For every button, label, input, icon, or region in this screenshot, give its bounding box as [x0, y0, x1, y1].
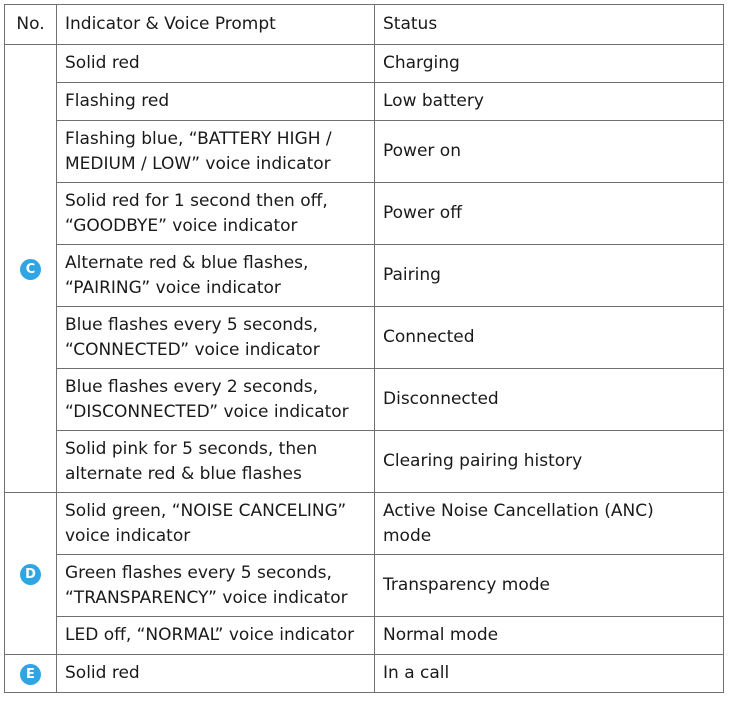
status-cell [375, 555, 724, 617]
indicator-line: Green flashes every 5 seconds, [65, 562, 332, 583]
status-cell [375, 493, 724, 555]
indicator-table [4, 4, 724, 693]
indicator-cell [57, 655, 375, 693]
status-cell [375, 617, 724, 655]
indicator-line: “CONNECTED” voice indicator [65, 339, 320, 360]
indicator-line: Solid green, “NOISE CANCELING” [65, 500, 347, 521]
table-body [5, 5, 724, 693]
table-row [5, 183, 724, 245]
status-cell [375, 121, 724, 183]
status-line: Charging [383, 53, 460, 73]
status-line: Clearing pairing history [383, 451, 583, 471]
indicator-line: “GOODBYE” voice indicator [65, 215, 298, 236]
table-row [5, 555, 724, 617]
indicator-cell [57, 245, 375, 307]
header-no: No. [5, 5, 57, 45]
table-row [5, 617, 724, 655]
status-cell [375, 45, 724, 83]
header-row [5, 5, 724, 45]
status-line: Power off [383, 203, 462, 223]
status-cell [375, 431, 724, 493]
table-row [5, 307, 724, 369]
section-badge-d: D [20, 564, 41, 585]
status-cell [375, 655, 724, 693]
status-cell [375, 245, 724, 307]
status-cell [375, 307, 724, 369]
indicator-line: alternate red & blue flashes [65, 463, 302, 484]
section-badge-e: E [20, 664, 41, 685]
status-line: Active Noise Cancellation (ANC) [383, 500, 654, 521]
status-cell [375, 183, 724, 245]
status-line: Power on [383, 141, 461, 161]
table-row [5, 45, 724, 83]
indicator-line: “TRANSPARENCY” voice indicator [65, 587, 348, 608]
status-line: Low battery [383, 91, 484, 111]
indicator-cell [57, 493, 375, 555]
indicator-line: “PAIRING” voice indicator [65, 277, 281, 298]
table-row [5, 121, 724, 183]
status-line: Normal mode [383, 625, 499, 645]
indicator-line: Solid red [65, 663, 140, 683]
header-indicator: Indicator & Voice Prompt [57, 5, 375, 45]
indicator-cell [57, 121, 375, 183]
status-line: In a call [383, 663, 450, 683]
group-number-cell [5, 493, 57, 655]
section-badge-c: C [20, 259, 41, 280]
indicator-line: Blue flashes every 5 seconds, [65, 314, 319, 335]
indicator-cell [57, 617, 375, 655]
indicator-line: Blue flashes every 2 seconds, [65, 376, 319, 397]
indicator-cell [57, 369, 375, 431]
indicator-line: Solid pink for 5 seconds, then [65, 438, 318, 459]
table-row [5, 493, 724, 555]
table-row [5, 431, 724, 493]
indicator-cell [57, 183, 375, 245]
indicator-line: LED off, “NORMAL” voice indicator [65, 625, 355, 645]
indicator-cell [57, 45, 375, 83]
indicator-cell [57, 307, 375, 369]
indicator-line: “DISCONNECTED” voice indicator [65, 401, 349, 422]
status-line: Pairing [383, 265, 441, 285]
indicator-line: Solid red [65, 53, 140, 73]
status-line: Disconnected [383, 389, 499, 409]
status-line: mode [383, 525, 432, 546]
indicator-cell [57, 83, 375, 121]
header-status: Status [375, 5, 724, 45]
status-cell [375, 369, 724, 431]
indicator-line: Solid red for 1 second then off, [65, 190, 328, 211]
indicator-cell [57, 431, 375, 493]
indicator-line: Flashing red [65, 91, 170, 111]
table-row [5, 369, 724, 431]
table-row [5, 655, 724, 693]
status-line: Connected [383, 327, 475, 347]
status-line: Transparency mode [383, 575, 551, 595]
indicator-line: Alternate red & blue flashes, [65, 252, 309, 273]
group-number-cell [5, 45, 57, 493]
indicator-line: MEDIUM / LOW” voice indicator [65, 153, 331, 174]
group-number-cell [5, 655, 57, 693]
indicator-line: Flashing blue, “BATTERY HIGH / [65, 128, 332, 149]
indicator-line: voice indicator [65, 525, 191, 546]
table-row [5, 245, 724, 307]
table-row [5, 83, 724, 121]
status-cell [375, 83, 724, 121]
indicator-cell [57, 555, 375, 617]
